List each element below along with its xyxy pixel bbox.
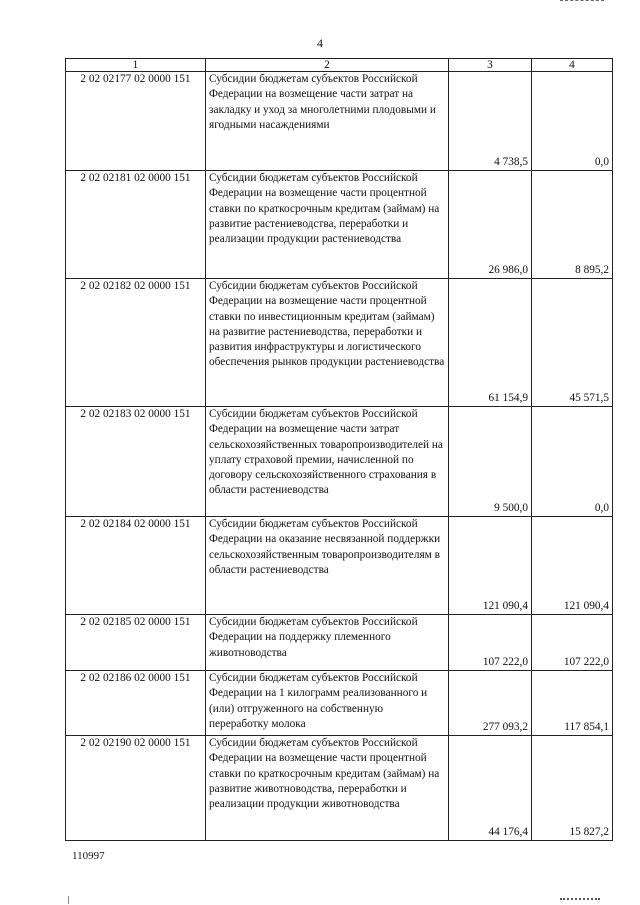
amount-col3: 61 154,9 bbox=[449, 279, 532, 407]
budget-code: 2 02 02186 02 0000 151 bbox=[66, 671, 206, 736]
budget-code: 2 02 02184 02 0000 151 bbox=[66, 517, 206, 615]
budget-code: 2 02 02181 02 0000 151 bbox=[66, 171, 206, 279]
budget-code: 2 02 02185 02 0000 151 bbox=[66, 615, 206, 671]
header-row bbox=[66, 59, 613, 72]
subsidy-name: Субсидии бюджетам субъектов Российской Федерации на возмещение части процентной ставки по краткосрочным кредитам (займам) на развитие растениеводства, переработки и реализации продукции растениеводства bbox=[206, 171, 449, 279]
table-row bbox=[66, 171, 613, 279]
amount-col3: 26 986,0 bbox=[449, 171, 532, 279]
amount-col4: 8 895,2 bbox=[532, 171, 613, 279]
table-row bbox=[66, 517, 613, 615]
document-code: 110997 bbox=[72, 850, 105, 862]
subsidy-name: Субсидии бюджетам субъектов Российской Федерации на поддержку племенного животноводства bbox=[206, 615, 449, 671]
scan-mark-bottom bbox=[560, 898, 600, 903]
scan-mark-left bbox=[68, 896, 69, 904]
amount-col4: 0,0 bbox=[532, 72, 613, 171]
column-header-4: 4 bbox=[532, 59, 613, 72]
column-header-3: 3 bbox=[449, 59, 532, 72]
amount-col4: 15 827,2 bbox=[532, 736, 613, 841]
amount-col4: 0,0 bbox=[532, 407, 613, 517]
subsidy-name: Субсидии бюджетам субъектов Российской Федерации на возмещение части процентной ставки по инвестиционным кредитам (займам) на развитие растениеводства, переработки и развития инфраструктуры и логистического обеспечения рынков продукции растениеводства bbox=[206, 279, 449, 407]
amount-col3: 121 090,4 bbox=[449, 517, 532, 615]
table-row bbox=[66, 615, 613, 671]
column-header-1: 1 bbox=[66, 59, 206, 72]
table-row bbox=[66, 407, 613, 517]
budget-code: 2 02 02182 02 0000 151 bbox=[66, 279, 206, 407]
amount-col3: 4 738,5 bbox=[449, 72, 532, 171]
table-row bbox=[66, 736, 613, 841]
budget-table bbox=[65, 58, 613, 841]
amount-col3: 44 176,4 bbox=[449, 736, 532, 841]
amount-col4: 107 222,0 bbox=[532, 615, 613, 671]
subsidy-name: Субсидии бюджетам субъектов Российской Федерации на 1 килограмм реализованного и (или) отгруженного на собственную переработку молока bbox=[206, 671, 449, 736]
table-row bbox=[66, 671, 613, 736]
subsidy-name: Субсидии бюджетам субъектов Российской Федерации на возмещение части затрат на закладку и уход за многолетними плодовыми и ягодными насаждениями bbox=[206, 72, 449, 171]
subsidy-name: Субсидии бюджетам субъектов Российской Федерации на оказание несвязанной поддержки сельскохозяйственным товаропроизводителям в области растениеводства bbox=[206, 517, 449, 615]
subsidy-name: Субсидии бюджетам субъектов Российской Федерации на возмещение части процентной ставки по краткосрочным кредитам (займам) на развитие животноводства, переработки и реализации продукции животноводства bbox=[206, 736, 449, 841]
amount-col4: 117 854,1 bbox=[532, 671, 613, 736]
budget-code: 2 02 02190 02 0000 151 bbox=[66, 736, 206, 841]
amount-col3: 9 500,0 bbox=[449, 407, 532, 517]
amount-col4: 121 090,4 bbox=[532, 517, 613, 615]
budget-code: 2 02 02183 02 0000 151 bbox=[66, 407, 206, 517]
amount-col3: 277 093,2 bbox=[449, 671, 532, 736]
page-number: 4 bbox=[317, 36, 323, 50]
table-row bbox=[66, 72, 613, 171]
amount-col4: 45 571,5 bbox=[532, 279, 613, 407]
subsidy-name: Субсидии бюджетам субъектов Российской Федерации на возмещение части затрат сельскохозяйственных товаропроизводителей на уплату страховой премии, начисленной по договору сельскохозяйственного страхования в области растениеводства bbox=[206, 407, 449, 517]
scan-mark-top bbox=[560, 0, 604, 4]
table-row bbox=[66, 279, 613, 407]
budget-code: 2 02 02177 02 0000 151 bbox=[66, 72, 206, 171]
column-header-2: 2 bbox=[206, 59, 449, 72]
amount-col3: 107 222,0 bbox=[449, 615, 532, 671]
